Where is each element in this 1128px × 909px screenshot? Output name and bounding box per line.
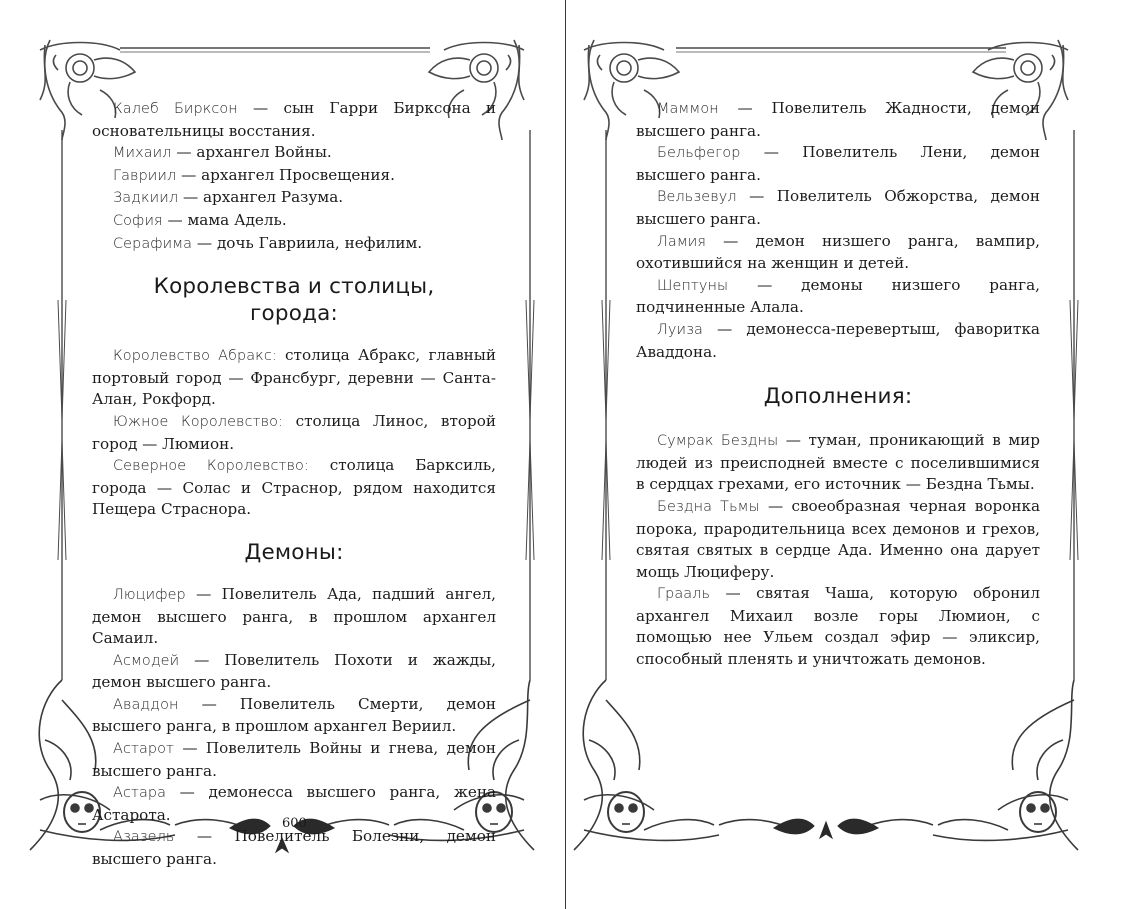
list-item	[92, 826, 496, 870]
entry-term: Асмодей	[113, 652, 180, 669]
entry-text: — туман, проникающий в мир людей из преисподней вместе с поселившимися в сердцах грехами, его источник — Бездна Тьмы.	[636, 431, 1041, 494]
section-heading: Королевства и столицы,	[153, 274, 435, 300]
entry-text: — Повелитель Смерти, демон высшего ранга, в прошлом архангел Вериил.	[92, 694, 496, 736]
entry-text: — архангел Разума.	[178, 188, 344, 207]
left-page-text	[92, 98, 496, 871]
entry-text: — демонесса высшего ранга, жена Астарота.	[92, 783, 496, 824]
entry-term: Бездна Тьмы	[657, 498, 760, 515]
list-item	[92, 584, 496, 650]
entry-text: — святая Чаша, которую обронил архангел Михаил возле горы Люмион, с помощью нее Ульем создал эфир — эликсир, способный пленять и уничтожать демонов.	[636, 584, 1040, 669]
entry-term: Серафима	[113, 235, 193, 252]
list-item	[92, 650, 496, 694]
right-page-text	[636, 98, 1040, 671]
entry-text: — архангел Войны.	[171, 143, 332, 162]
entry-term: Луиза	[657, 321, 703, 338]
bottom-ornament-left	[574, 680, 794, 850]
list-item	[636, 583, 1040, 670]
entry-term: Калеб Бирксон	[113, 101, 238, 117]
right-page	[566, 0, 1128, 909]
entry-term: Задкиил	[113, 190, 179, 207]
list-item	[92, 738, 496, 782]
list-item	[92, 187, 496, 210]
list-item	[636, 231, 1040, 275]
entry-term: Бельфегор	[657, 145, 741, 162]
entry-text: столица Линос, второй город — Люмион.	[92, 411, 496, 453]
entry-term: Астарот	[113, 741, 175, 758]
entry-text: — демонесса-перевертыш, фаворитка Аваддона.	[636, 319, 1040, 361]
entry-text: — Повелитель Обжорства, демон высшего ранга.	[636, 187, 1040, 228]
list-item	[636, 430, 1040, 496]
list-item	[92, 210, 496, 233]
entry-text: — своеобразная черная воронка порока, прародительница всех демонов и грехов, святая святых в сердце Ада. Именно она дарует мощь Люциферу.	[636, 496, 1041, 581]
entry-text: — дочь Гавриила, нефилим.	[192, 233, 423, 252]
section-heading: Дополнения:	[763, 384, 913, 410]
list-item	[636, 98, 1040, 142]
entry-term: София	[113, 212, 163, 229]
list-item	[92, 345, 496, 411]
list-item	[636, 496, 1040, 583]
section-heading-line2: города:	[250, 301, 338, 327]
entry-text: — демоны низшего ранга, подчиненные Алала.	[636, 275, 1040, 317]
entry-term: Гавриил	[113, 167, 177, 184]
list-item	[92, 694, 496, 738]
entry-term: Маммон	[657, 101, 719, 117]
list-item	[92, 142, 496, 165]
entry-text: — архангел Просвещения.	[176, 165, 395, 184]
entry-term: Астара	[113, 785, 167, 802]
section-heading: Демоны:	[244, 539, 344, 565]
entry-term: Ламия	[657, 233, 706, 250]
entry-text: — сын Гарри Бирксона и основательницы восстания.	[92, 99, 496, 140]
list-item	[636, 275, 1040, 319]
list-item	[92, 98, 496, 142]
entry-term: Вельзевул	[657, 189, 737, 206]
entry-text: столица Абракс, главный портовый город — Франсбург, деревни — Санта-Алан, Рокфорд.	[92, 346, 496, 409]
entry-text: — Повелитель Болезни, демон высшего ранга.	[92, 827, 496, 869]
list-item	[636, 319, 1040, 363]
entry-term: Азазель	[113, 829, 175, 846]
bottom-ornament-right	[858, 680, 1078, 850]
entry-text: — Повелитель Жадности, демон высшего ранга.	[636, 99, 1040, 140]
entry-text: — мама Адель.	[162, 210, 287, 229]
entry-text: — Повелитель Ада, падший ангел, демон высшего ранга, в прошлом архангел Самаил.	[92, 584, 496, 648]
list-item	[92, 165, 496, 188]
entry-term: Северное Королевство:	[113, 458, 309, 475]
entry-term: Михаил	[113, 145, 172, 162]
list-item	[92, 233, 496, 256]
list-item	[92, 455, 496, 521]
entry-text: столица Барксиль, города — Солас и Страснор, рядом находится Пещера Страснора.	[92, 456, 496, 519]
entry-text: — демон низшего ранга, вампир, охотившийся на женщин и детей.	[636, 231, 1040, 273]
entry-term: Сумрак Бездны	[657, 433, 779, 450]
entry-term: Грааль	[657, 586, 711, 603]
entry-term: Люцифер	[113, 586, 186, 603]
entry-term: Аваддон	[113, 696, 179, 713]
entry-text: — Повелитель Похоти и жажды, демон высшего ранга.	[92, 650, 496, 692]
entry-term: Южное Королевство:	[113, 413, 283, 430]
list-item	[636, 186, 1040, 230]
center-flourish-right	[774, 819, 878, 838]
entry-text: — Повелитель Лени, демон высшего ранга.	[636, 143, 1040, 184]
entry-term: Шептуны	[657, 277, 729, 294]
list-item	[636, 142, 1040, 186]
entry-term: Королевство Абракс:	[113, 348, 277, 365]
entry-text: — Повелитель Войны и гнева, демон высшего ранга.	[92, 739, 496, 780]
list-item	[92, 411, 496, 455]
page-number: 600	[282, 816, 307, 831]
